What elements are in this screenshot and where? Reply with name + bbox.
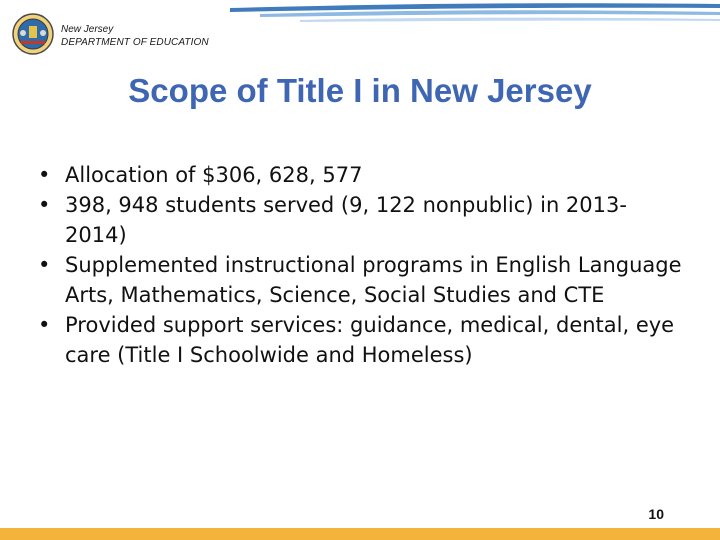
bullet-item (38, 310, 688, 370)
bullet-text: Allocation of $306, 628, 577 (65, 163, 363, 187)
department-label: DEPARTMENT OF EDUCATION (61, 37, 209, 48)
bullet-icon: • (38, 313, 51, 337)
bullet-list (38, 160, 688, 370)
slide-title: Scope of Title I in New Jersey (128, 72, 592, 109)
bullet-text: Supplemented instructional programs in English Language Arts, Mathematics, Science, Social Studies and CTE (65, 253, 682, 307)
slide-header (0, 0, 720, 60)
page-number: 10 (648, 506, 664, 522)
bullet-icon: • (38, 163, 51, 187)
bullet-text: 398, 948 students served (9, 122 nonpublic) in 2013-2014) (65, 193, 627, 247)
bullet-text: Provided support services: guidance, medical, dental, eye care (Title I Schoolwide and Homeless) (65, 313, 675, 367)
bullet-icon: • (38, 193, 51, 217)
bullet-item (38, 160, 688, 190)
nj-state-seal-icon (12, 12, 54, 56)
department-label-block (61, 24, 209, 49)
footer-bar (0, 528, 720, 540)
bullet-item (38, 250, 688, 310)
bullet-icon: • (38, 253, 51, 277)
state-label: New Jersey (61, 24, 114, 35)
bullet-item (38, 190, 688, 250)
